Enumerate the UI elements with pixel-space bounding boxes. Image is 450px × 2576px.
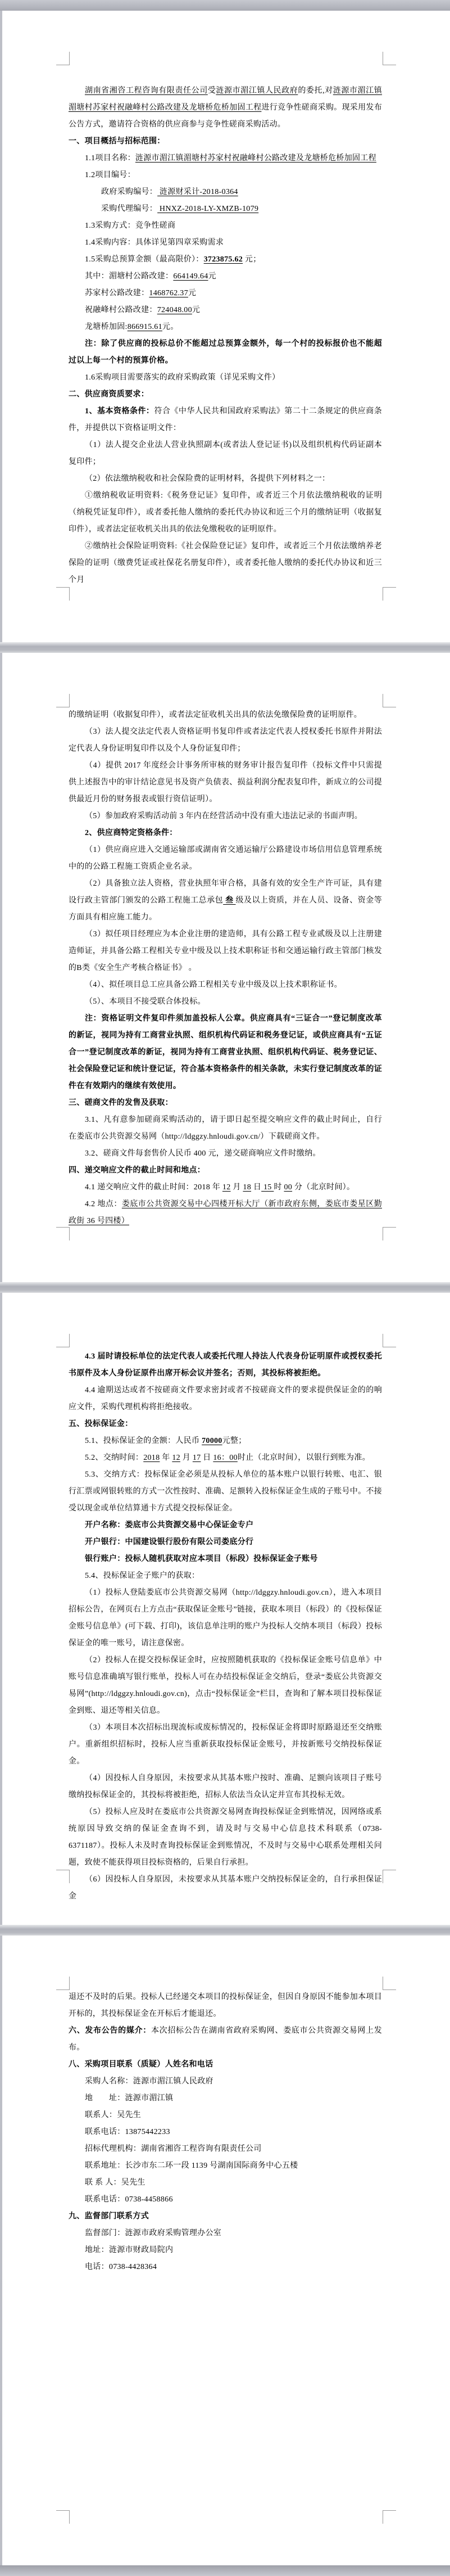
paragraph <box>69 488 382 538</box>
margin-corner-mark <box>56 1227 70 1240</box>
margin-corner-mark <box>56 1870 70 1883</box>
paragraph <box>69 2090 382 2107</box>
text-run: 元 <box>188 289 197 297</box>
text-run: （2）具备独立法人资格，营业执照年审合格，具备有效的安全生产许可证，具有建设行政主管部门颁发的公路工程施工总承包 <box>69 879 382 905</box>
margin-corner-mark <box>383 694 396 707</box>
paragraph <box>69 1804 382 1871</box>
paragraph <box>69 2023 382 2056</box>
text-run: 九、监督部门联系方式 <box>69 2212 149 2221</box>
paragraph <box>69 2259 382 2276</box>
text-run: 1.2项目编号： <box>85 171 135 179</box>
paragraph <box>69 2175 382 2191</box>
paragraph <box>69 234 382 251</box>
text-run: 元 <box>192 306 201 314</box>
text-run: 元 <box>208 272 216 281</box>
text-run: 18 <box>243 1183 252 1192</box>
paragraph <box>69 1720 382 1770</box>
text-run: 3.1、凡有意参加磋商采购活动的，请于即日起至提交响应文件的截止时间止，自行在娄底市公共资源交易网（http://ldggzy.hnloudi.gov.cn/）下载磋商文件。 <box>69 1116 382 1141</box>
text-run: 17 <box>192 1454 201 1462</box>
text-run: 1.6采购项目需要落实的政府采购政策（详见采购文件） <box>85 373 280 382</box>
text-run: 进行竞争性磋商采购。现采用发布公告方式，邀请符合资格的供应商参与竞争性磋商采购活动。 <box>69 103 382 129</box>
paragraph <box>69 1196 382 1230</box>
paragraph <box>69 133 382 150</box>
text-run: 注：资格证明文件复印件须加盖投标人公章。供应商具有“三证合一”登记制度改革的新证，视同为持有工商营业执照、组织机构代码证和税务登记证，或供应商具有“五证合一”登记制度改革的新证，视同为持有工商营业执照、组织机构代码证、税务登记证、社会保险登记证和统计登记证，符合基本资格条件的相关条款，未实行登记制度改革的证件在有效期内的继续有效使用。 <box>69 1014 382 1090</box>
text-run: 苏家村公路改建： <box>85 289 149 297</box>
paragraph <box>69 1534 382 1551</box>
paragraph <box>69 2242 382 2259</box>
paragraph <box>69 403 382 437</box>
text-run: （3）法人提交法定代表人资格证明书复印件或者法定代表人授权委托书原件并附法定代表人身份证明复印件以及个人身份证复印件； <box>69 728 382 753</box>
paragraph <box>69 825 382 842</box>
text-run: （1）供应商应进入交通运输部或湖南省交通运输厅公路建设市场信用信息管理系统中的的公路工程施工资质企业名录。 <box>69 846 382 871</box>
paragraph <box>69 1467 382 1517</box>
text-run: 监督部门：涟源市政府采购管理办公室 <box>85 2229 222 2237</box>
text-run: 2、供应商特定资格条件： <box>85 829 178 837</box>
paragraph <box>69 724 382 757</box>
margin-corner-mark <box>383 1870 396 1883</box>
paragraph <box>69 1162 382 1179</box>
paragraph <box>69 268 382 285</box>
text-run: 5.4、投标保证金子账户的获取： <box>85 1572 200 1580</box>
text-run: 1.1项目名称： <box>85 154 135 163</box>
margin-corner-mark <box>383 1227 396 1240</box>
paragraph <box>69 1568 382 1585</box>
text-run: 1468762.37 <box>149 289 188 297</box>
text-run: 六、发布公告的媒介： <box>69 2027 151 2035</box>
text-run: 龙塘桥加固: <box>85 323 128 331</box>
paragraph <box>69 2107 382 2124</box>
page-content <box>69 83 382 589</box>
paragraph <box>69 1652 382 1720</box>
paragraph <box>69 1585 382 1652</box>
paragraph <box>69 1095 382 1112</box>
margin-corner-mark <box>383 1334 396 1347</box>
text-run: （3）本项目本次招标出现流标或废标情况的，投标保证金将即时原路退还至交纳账户。重新组织招标时，投标人应当重新获取投标保证金账号，并按新账号交纳投标保证金。 <box>69 1724 382 1766</box>
text-run: ①缴纳税收证明资料:《税务登记证》复印件，或者近三个月依法缴纳税收的证明（纳税凭证复印件），或者委托他人缴纳的委托代办协议和近三个月的缴纳证明（收据复印件），或者法定征收机关出具的依法免缴税收的证明原件。 <box>69 491 382 534</box>
text-run: 符合《中华人民共和国政府采购法》第二十二条规定的供应商条件，并提供以下资格证明文件： <box>69 407 383 432</box>
page-separator <box>0 642 450 653</box>
paragraph <box>69 538 382 589</box>
margin-corner-mark <box>56 1977 70 1990</box>
paragraph <box>69 167 382 184</box>
text-run: 2018 <box>143 1454 160 1462</box>
text-run: 湖南省湘咨工程咨询有限责任公司 <box>85 87 208 95</box>
text-run: 祝融峰村公路改建： <box>85 306 157 314</box>
text-run: 采购代理编号： <box>101 205 158 213</box>
text-run: 年 <box>160 1454 172 1462</box>
paragraph <box>69 201 382 218</box>
text-run: 联系电话：13875442233 <box>85 2128 170 2136</box>
text-run: 1.3采购方式：竞争性磋商 <box>85 222 176 230</box>
paragraph <box>69 83 382 133</box>
margin-corner-mark <box>56 2510 70 2524</box>
text-run: （5）、本项目不接受联合体投标。 <box>85 998 206 1006</box>
paragraph <box>69 1433 382 1450</box>
text-run: 其中：湄塘村公路改建： <box>85 272 174 281</box>
text-run: 元整； <box>222 1437 247 1445</box>
paragraph <box>69 2225 382 2242</box>
text-run: 1.5采购总预算金额（最高限价）： <box>85 255 204 264</box>
text-run: 的委托,对 <box>298 87 333 95</box>
text-run: 涟源财采计-2018-0364 <box>157 188 238 196</box>
text-run: 日 <box>201 1454 213 1462</box>
paragraph <box>69 2141 382 2158</box>
paragraph <box>69 1348 382 1382</box>
paragraph <box>69 2073 382 2090</box>
paragraph <box>69 876 382 926</box>
paragraph <box>69 1382 382 1416</box>
paragraph <box>69 336 382 369</box>
text-run: 涟源市湄江镇湄塘村苏家村祝融峰村公路改建及龙塘桥危桥加固工程 <box>69 87 383 112</box>
text-run: 受 <box>207 87 216 95</box>
text-run: 级及以上资质，并在人员、设备、资金等方面具有相应施工能力。 <box>69 896 382 922</box>
text-run: 15 <box>261 1183 274 1192</box>
text-run: 元。 <box>162 323 179 331</box>
paragraph <box>69 1416 382 1433</box>
text-run: 月 <box>230 1183 243 1192</box>
paragraph <box>69 977 382 994</box>
text-run: 16：00 <box>213 1454 238 1462</box>
page-3 <box>2 1293 450 1925</box>
text-run: 4.1 递交响应文件的截止时间：2018 年 <box>85 1183 222 1192</box>
text-run: 退还不及时的后果。投标人已经递交本项目的投标保证金，但因自身原因不能参加本项目开标的，其投标保证金在开标后才能退还。 <box>69 1993 382 2018</box>
text-run: 12 <box>172 1454 180 1462</box>
text-run: 12 <box>222 1183 231 1192</box>
text-run: （2）投标人在提交投标保证金时，应按照随机获取的《投标保证金账号信息单》中账号信息准确填写银行账单，投标人可在办结投标保证金交纳后，登录“娄底公共资源交易网”(http://ldggzy.hnloudi.gov.cn)，点击“投标保证金”栏目，查询和了解本项目投标保证金到账、退还等相关信息。 <box>69 1656 382 1715</box>
text-run: 664149.64 <box>173 272 208 281</box>
text-run: 时 <box>274 1183 284 1192</box>
text-run: 注：除了供应商的投标总价不能超过总预算金额外，每一个村的投标报价也不能超过以上每一个村的预算价格。 <box>69 340 382 365</box>
text-run: 地址：涟源市财政局院内 <box>85 2246 174 2254</box>
text-run: 00 <box>284 1183 293 1192</box>
text-run: 叁 <box>223 896 236 905</box>
text-run: 4.2 地点： <box>85 1200 122 1208</box>
page-separator <box>0 0 450 11</box>
text-run: （1）法人提交企业法人营业执照副本(或者法人登记证书)以及组织机构代码证副本复印件； <box>69 441 382 466</box>
text-run: 的缴纳证明（收据复印件），或者法定征收机关出具的依法免缴保险费的证明原件。 <box>69 711 362 719</box>
paragraph <box>69 251 382 268</box>
paragraph <box>69 1989 382 2023</box>
paragraph <box>69 386 382 403</box>
paragraph <box>69 926 382 977</box>
margin-corner-mark <box>383 587 396 601</box>
paragraph <box>69 2191 382 2208</box>
margin-corner-mark <box>383 2510 396 2524</box>
text-run: 3.2、磋商文件每套售价人民币 400 元，递交磋商响应文件时缴纳。 <box>85 1149 321 1158</box>
text-run: 联系电话：0738-4458866 <box>85 2195 173 2204</box>
text-run: （1）投标人登陆娄底市公共资源交易网（http://ldggzy.hnloudi.gov.cn），进入本项目招标公告，在网页右上方点击“获取保证金账号”链接，获取本项目（标段）的《投标保证金账号信息单》(可下载、打印)，该信息单注明的账户为投标人交纳本项目（标段）投标保证金的唯一账号，请注意保密。 <box>69 1589 382 1648</box>
paragraph <box>69 1871 382 1905</box>
text-run: （4）、拟任项目总工应具备公路工程相关专业中级及以上技术职称证书。 <box>85 981 342 989</box>
paragraph <box>69 369 382 386</box>
text-run: 3723875.62 <box>203 255 243 264</box>
text-run: 二、供应商资质要求： <box>69 390 149 399</box>
margin-corner-mark <box>383 52 396 65</box>
paragraph <box>69 1517 382 1534</box>
text-run: 三、磋商文件的发售及获取： <box>69 1099 173 1107</box>
paragraph <box>69 285 382 302</box>
text-run: 涟源市湄江镇人民政府 <box>216 87 298 95</box>
margin-corner-mark <box>56 587 70 601</box>
text-run: 联 系 人：吴先生 <box>85 2178 146 2187</box>
paragraph <box>69 2056 382 2073</box>
paragraph <box>69 808 382 825</box>
text-run: 电话：0738-4428364 <box>85 2263 157 2271</box>
paragraph <box>69 302 382 319</box>
text-run: 招标代理机构：湖南省湘咨工程咨询有限责任公司 <box>85 2145 262 2153</box>
text-run: （6）因投标人自身原因，未按要求从其基本账户交纳投标保证金的，自行承担保证金 <box>69 1875 382 1901</box>
text-run: 一、项目概括与招标范围： <box>69 137 165 146</box>
margin-corner-mark <box>56 1334 70 1347</box>
text-run: 联系人：吴先生 <box>85 2111 142 2119</box>
paragraph <box>69 437 382 471</box>
text-run: 四、递交响应文件的截止时间和地点： <box>69 1166 206 1175</box>
paragraph <box>69 1770 382 1804</box>
text-run: 开户银行：中国建设银行股份有限公司娄底分行 <box>85 1538 254 1546</box>
text-run: 月 <box>180 1454 193 1462</box>
text-run: 娄底市公共资源交易中心四楼开标大厅（新市政府东侧，娄底市娄星区勤政街 36 号四楼） <box>69 1200 382 1225</box>
paragraph <box>69 471 382 488</box>
text-run: （5）投标人应及时在娄底市公共资源交易网查询投标保证金到账情况，因网络或系统原因导致交纳的保证金查询不到，请及时与交易中心信息技术科联系（0738-6371187）。投标人未及时查询投标保证金到账情况，不及时与交易中心联系处理相关问题，致使不能获得项目投标资格的，后果自行承担。 <box>69 1808 382 1867</box>
page-1 <box>2 11 450 642</box>
text-run: 元； <box>243 255 261 264</box>
text-run: 银行账户：投标人随机获取对应本项目（标段）投标保证金子账号 <box>85 1555 318 1563</box>
paragraph <box>69 1450 382 1467</box>
paragraph <box>69 2124 382 2141</box>
paragraph <box>69 707 382 724</box>
text-run: 70000 <box>202 1437 222 1445</box>
page-content <box>69 1348 382 1905</box>
paragraph <box>69 1551 382 1568</box>
text-run: （4）提供 2017 年度经会计事务所审核的财务审计报告复印件（投标文件中只需提供上述报告中的审计结论意见书及资产负债表、损益利润分配表复印件，新成立的公司提供最近月份的财务报表或银行资信证明）。 <box>69 761 382 804</box>
text-run: 时止（北京时间），以银行到账为准。 <box>237 1454 370 1462</box>
text-run: 866915.61 <box>127 323 162 331</box>
text-run: 724048.00 <box>157 306 192 314</box>
text-run: 政府采购编号： <box>101 188 158 196</box>
text-run: 采购人名称：涟源市湄江镇人民政府 <box>85 2077 213 2086</box>
margin-corner-mark <box>56 694 70 707</box>
paragraph <box>69 1145 382 1162</box>
paragraph <box>69 1112 382 1145</box>
text-run: 日 <box>251 1183 262 1192</box>
text-run: 八、采购项目联系（质疑）人姓名和电话 <box>69 2060 213 2069</box>
paragraph <box>69 319 382 336</box>
text-run: 联系地址：长沙市东二环一段 1139 号湖南国际商务中心五楼 <box>85 2162 298 2170</box>
text-run: 1、基本资格条件： <box>85 407 154 416</box>
page-separator <box>0 1925 450 1936</box>
text-run: 4.3 届时请投标单位的法定代表人或委托代理人持法人代表身份证明原件或授权委托书原件及本人身份证原件出席开标会议并签名；否则，其投标将被拒绝。 <box>69 1352 382 1378</box>
text-run: 五、投标保证金： <box>69 1420 133 1428</box>
text-run: 5.3、交纳方式：投标保证金必须是从投标人单位的基本账户以银行转账、电汇、银行汇票或网银转账的方式一次性按时、准确、足额转入投标保证金生成的子账号中。不接受以现金或单位结算通卡方式提交投标保证金。 <box>69 1470 382 1513</box>
paragraph <box>69 842 382 876</box>
margin-corner-mark <box>56 52 70 65</box>
paragraph <box>69 757 382 808</box>
text-run: 开户名称：娄底市公共资源交易中心保证金专户 <box>85 1521 254 1530</box>
paragraph <box>69 2158 382 2175</box>
text-run: 4.4 逾期送达或者不按磋商文件要求密封或者不按磋商文件的要求提供保证金的的响应文件，采购代理机构将拒绝接收。 <box>69 1386 382 1411</box>
text-run: 本次招标公告在湖南省政府采购网、娄底市公共资源交易网上发布。 <box>69 2027 383 2052</box>
page-separator <box>0 2565 450 2576</box>
text-run: ②缴纳社会保险证明资料:《社会保险登记证》复印件，或者近三个月依法缴纳养老保险的证明（缴费凭证或社保花名册复印件），或者委托他人缴纳的委托代办协议和近三个月 <box>69 542 382 584</box>
text-run: 5.1、投标保证金的金额：人民币 <box>85 1437 202 1445</box>
text-run: 1.4采购内容：具体详见第四章采购需求 <box>85 238 224 247</box>
text-run: 分（北京时间）。 <box>292 1183 355 1192</box>
page-content <box>69 1989 382 2276</box>
text-run: 涟源市湄江镇湄塘村苏家村祝融峰村公路改建及龙塘桥危桥加固工程 <box>135 154 376 163</box>
paragraph <box>69 150 382 167</box>
paragraph <box>69 994 382 1010</box>
page-2 <box>2 653 450 1282</box>
margin-corner-mark <box>383 1977 396 1990</box>
text-run: （5）参加政府采购活动前 3 年内在经营活动中没有重大违法记录的书面声明。 <box>85 812 363 820</box>
text-run: HNXZ-2018-LY-XMZB-1079 <box>157 205 259 213</box>
paragraph <box>69 1010 382 1095</box>
paragraph <box>69 218 382 234</box>
page-4 <box>2 1936 450 2565</box>
paragraph <box>69 184 382 201</box>
text-run: （4）因投标人自身原因，未按要求从其基本账户按时、准确、足额向该项目子账号缴纳投标保证金的，其投标将被拒绝，招标人依法当众认定并宣布其投标无效。 <box>69 1774 382 1799</box>
paragraph <box>69 2208 382 2225</box>
text-run: 地 址：涟源市湄江镇 <box>85 2094 174 2103</box>
paragraph <box>69 1179 382 1196</box>
page-separator <box>0 1282 450 1293</box>
text-run: （2）依法缴纳税收和社会保险费的证明材料，各提供下列材料之一： <box>85 475 330 483</box>
page-content <box>69 707 382 1230</box>
text-run: 5.2、交纳时间： <box>85 1454 144 1462</box>
text-run: （3）拟任项目经理应为本企业注册的建造师，具有公路工程专业贰级及以上注册建造师证，并具备公路工程相关专业中级及以上技术职称证书和交通运输行政主管部门核发的B类《安全生产考核合格证书》 。 <box>69 930 382 972</box>
